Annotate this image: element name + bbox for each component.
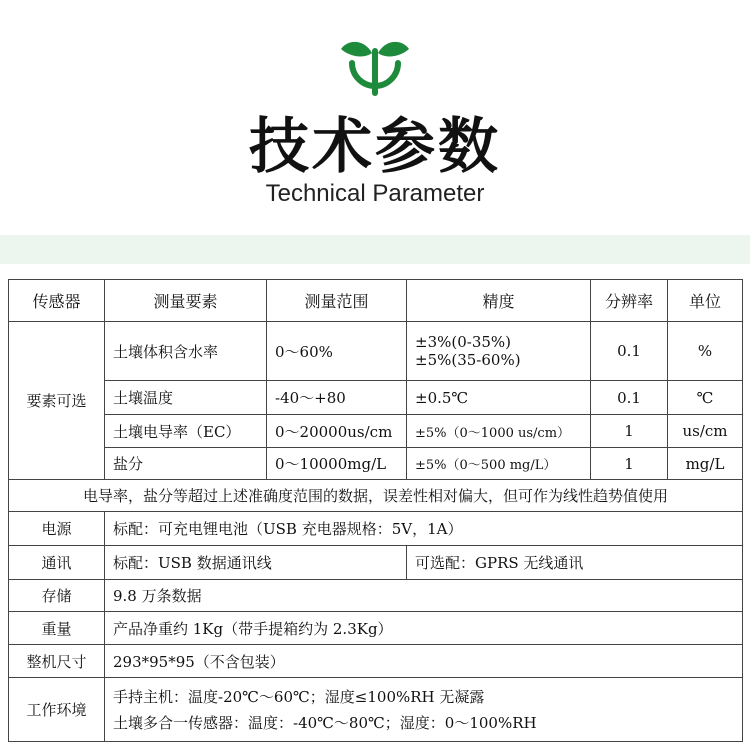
accuracy-cell: ±0.5℃ bbox=[407, 381, 591, 415]
header-accuracy: 精度 bbox=[407, 280, 591, 322]
accuracy-cell: ±5%（0～1000 us/cm） bbox=[407, 415, 591, 448]
divider-band bbox=[0, 235, 750, 264]
group-label: 要素可选 bbox=[9, 322, 105, 480]
comm-row bbox=[9, 546, 743, 580]
table-row bbox=[9, 448, 743, 480]
accuracy-cell bbox=[407, 322, 591, 381]
env-row bbox=[9, 678, 743, 742]
header-range: 测量范围 bbox=[267, 280, 407, 322]
accuracy-note: 电导率，盐分等超过上述准确度范围的数据，误差性相对偏大，但可作为线性趋势值使用 bbox=[9, 480, 743, 512]
env-label: 工作环境 bbox=[9, 678, 105, 742]
resolution-cell: 0.1 bbox=[591, 381, 668, 415]
env-line: 土壤多合一传感器：温度：-40℃～80℃；湿度：0～100%RH bbox=[113, 713, 537, 732]
unit-cell: us/cm bbox=[668, 415, 743, 448]
resolution-cell: 0.1 bbox=[591, 322, 668, 381]
comm-standard: 标配：USB 数据通讯线 bbox=[105, 546, 407, 580]
power-value: 标配：可充电锂电池（USB 充电器规格：5V，1A） bbox=[105, 512, 743, 546]
element-cell: 土壤温度 bbox=[105, 381, 267, 415]
power-label: 电源 bbox=[9, 512, 105, 546]
note-row bbox=[9, 480, 743, 512]
unit-cell: % bbox=[668, 322, 743, 381]
page-title: 技术参数 bbox=[249, 112, 501, 182]
element-cell: 土壤电导率（EC） bbox=[105, 415, 267, 448]
header-unit: 单位 bbox=[668, 280, 743, 322]
size-row bbox=[9, 645, 743, 678]
size-value: 293*95*95（不含包装） bbox=[105, 645, 743, 678]
header-resolution: 分辨率 bbox=[591, 280, 668, 322]
range-cell: 0～20000us/cm bbox=[267, 415, 407, 448]
range-cell: 0～10000mg/L bbox=[267, 448, 407, 480]
storage-row bbox=[9, 580, 743, 612]
accuracy-line: ±5%(35-60%) bbox=[415, 351, 521, 369]
resolution-cell: 1 bbox=[591, 415, 668, 448]
page-subtitle: Technical Parameter bbox=[265, 180, 485, 207]
table-row bbox=[9, 415, 743, 448]
storage-value: 9.8 万条数据 bbox=[105, 580, 743, 612]
weight-value: 产品净重约 1Kg（带手提箱约为 2.3Kg） bbox=[105, 612, 743, 645]
resolution-cell: 1 bbox=[591, 448, 668, 480]
weight-row bbox=[9, 612, 743, 645]
element-cell: 盐分 bbox=[105, 448, 267, 480]
accuracy-cell: ±5%（0～500 mg/L） bbox=[407, 448, 591, 480]
range-cell: 0～60% bbox=[267, 322, 407, 381]
range-cell: -40～+80 bbox=[267, 381, 407, 415]
size-label: 整机尺寸 bbox=[9, 645, 105, 678]
header-sensor: 传感器 bbox=[9, 280, 105, 322]
spec-table bbox=[8, 279, 743, 742]
element-cell: 土壤体积含水率 bbox=[105, 322, 267, 381]
power-row bbox=[9, 512, 743, 546]
header-element: 测量要素 bbox=[105, 280, 267, 322]
unit-cell: ℃ bbox=[668, 381, 743, 415]
comm-optional: 可选配：GPRS 无线通讯 bbox=[407, 546, 743, 580]
unit-cell: mg/L bbox=[668, 448, 743, 480]
table-header-row bbox=[9, 280, 743, 322]
table-row bbox=[9, 322, 743, 381]
weight-label: 重量 bbox=[9, 612, 105, 645]
env-line: 手持主机：温度-20℃～60℃；湿度≤100%RH 无凝露 bbox=[113, 687, 485, 706]
storage-label: 存储 bbox=[9, 580, 105, 612]
env-value bbox=[105, 678, 743, 742]
table-row bbox=[9, 381, 743, 415]
comm-label: 通讯 bbox=[9, 546, 105, 580]
sprout-logo-icon bbox=[340, 37, 410, 99]
accuracy-line: ±3%(0-35%) bbox=[415, 333, 512, 351]
